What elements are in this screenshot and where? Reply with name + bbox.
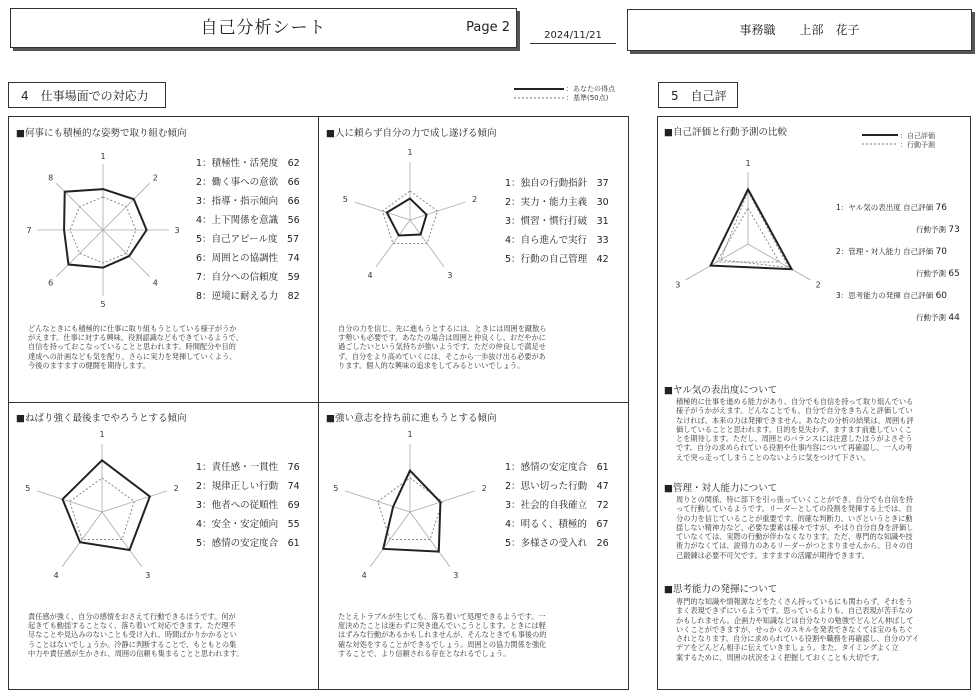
self-eval-item: 3：思考能力の発揮 自己評価 60 (836, 291, 948, 301)
name-box: 事務職 上部 花子 (627, 9, 972, 51)
radar-chart-persistence (22, 428, 182, 580)
radar-score (64, 189, 147, 268)
score-item: 5：多様さの受入れ 26 (505, 538, 609, 549)
score-item: 6：周囲との協調性 74 (196, 253, 300, 264)
divider-vertical (318, 116, 319, 690)
score-item: 4：明るく、積極的 67 (505, 519, 609, 530)
subsection-text: 積極的に仕事を進める能力があり、自分でも自信を持って取り組んでいる 様子がうかがえます。どんなことでも、自分で自分をきちんと評価してい なければ、本来の力は発揮できません。あなたの分析の結果は、周囲も評 価していることと思われます。目的を見失わず、ますます前進していくこ とを期待します。ただし、周囲とのバランスには注意したほうがよさそう です。自分の求められている役割や仕事内容について再確認し、一人の考 えで突っ走ってしまうことのないように気をつけて下さい。 (676, 397, 914, 462)
date: 2024/11/21 (530, 30, 616, 44)
panel-description: どんなときにも積極的に仕事に取り組もうとしている様子がうか がえます。仕事に対する興味、役割認識などもできているようで、 自信を持っておこなっていることと思われます。時間配分や目的 達成への計画なども気を配り、さらに実力を発揮していくよう、 今後のますますの健闘を期待します。 (28, 324, 243, 370)
score-list (505, 174, 609, 269)
radar-axis (56, 230, 103, 277)
panel-title: ■人に頼らず自分の力で成し遂げる傾向 (326, 128, 497, 139)
subsection-title: ■管理・対人能力について (664, 483, 778, 494)
self-eval-title: ■自己評価と行動予測の比較 (664, 127, 787, 138)
panel-description: 責任感が強く、自分の感情をおさえて行動できるほうです。何が 起きても動揺することなく、落ち着いて対応できます。ただ理不 尽なことや見込みのないことも受け入れ、時間ばかりかかるとい うことはないでしょうか。冷静に判断することで、もともとの集 中力や責任感が生かされ、周囲の信頼も集まることと思われます。 (28, 612, 244, 658)
radar-axis-label: 4 (53, 571, 59, 581)
radar-axis-label: 4 (152, 278, 158, 288)
radar-chart-positive (18, 148, 188, 308)
score-list (196, 458, 300, 553)
radar-axis-label: 4 (361, 571, 367, 581)
subsection-text: 専門的な知識や情報源などをたくさん持っているにも関わらず、それをう まく表現できずにいるようです。思っているよりも、自己表現が苦手なの かもしれません。企画力や知識などは自分なりの勉強でどんどん伸ばして いくことができますが、せっかくのスキルを発表できなくては宝のもちぐ されとなります。自分に求められている役割や職務を再確認し、自分のアイ デアをどんどん相手に伝えていきましょう。また、タイミングよく立 案するために、周囲の状況をよく把握しておくことも大切です。 (676, 597, 920, 662)
score-item: 2：思い切った行動 47 (505, 481, 609, 492)
radar-score (711, 189, 792, 269)
score-item: 4：上下関係を意識 56 (196, 215, 300, 226)
score-list (196, 154, 300, 306)
page-title: 自己分析シート (200, 18, 327, 38)
radar-axis-label: 1 (407, 430, 413, 439)
radar-chart-independent (330, 148, 490, 281)
radar-chart-self-eval (668, 159, 828, 308)
score-item: 1：独自の行動指針 37 (505, 178, 609, 189)
radar-axis-label: 6 (48, 278, 54, 288)
radar-axis-label: 1 (100, 152, 106, 161)
self-eval-legend (860, 131, 960, 151)
radar-axis-label: 5 (342, 194, 348, 204)
radar-axis-label: 3 (447, 271, 453, 281)
radar-axis-label: 5 (333, 483, 339, 493)
score-item: 1：積極性・活発度 62 (196, 158, 300, 169)
radar-axis (102, 491, 167, 512)
score-item: 3：他者への従順性 69 (196, 500, 300, 511)
legend-swatches (860, 131, 900, 151)
radar-axis-label: 2 (472, 194, 478, 204)
radar-axis-label: 5 (100, 300, 106, 309)
radar-axis-label: 3 (675, 280, 681, 290)
score-item: 2：規律正しい行動 74 (196, 481, 300, 492)
score-item: 5：自己アピール度 57 (196, 234, 300, 245)
score-item: 1：感情の安定度合 61 (505, 462, 609, 473)
radar-chart-will (330, 428, 490, 580)
legend-baseline: ：基準(50点) (566, 94, 609, 102)
legend-yours: ：あなたの得点 (566, 85, 615, 93)
self-eval-item: 1：ヤル気の表出度 自己評価 76 (836, 203, 947, 213)
radar-axis-label: 1 (407, 148, 413, 157)
radar-axis-label: 5 (25, 483, 31, 493)
radar-axis (37, 491, 102, 512)
legend-self: ：自己評価 (900, 132, 935, 140)
panel-description: たとえトラブルが生じても、落ち着いて処理できるようです。一 度決めたことは迷わずに突き進んでいこうとします。ときには軽 はずみな行動があるかもしれませんが、そんなときでも事後の的 確な対処をすることができるでしょう。周囲との協力関係を強化 することで、より信頼される存在となれるでしょう。 (338, 612, 547, 658)
radar-axis-label: 2 (152, 173, 158, 183)
radar-axis-label: 2 (481, 483, 487, 493)
divider-horizontal (8, 402, 629, 403)
panel-description: 自分の力を信じ、先に進もうとするには、ときには周囲を蹴散ら す勢いも必要です。あなたの場合は周囲と仲良くし、おだやかに 過ごしたいという気持ちが強いようです。ただの仲良しで満足せ ず、自分をより高めていくには、そこから一歩抜け出る必要があ ります。個人的な興味の追求をしてみるといいでしょう。 (338, 324, 547, 370)
radar-axis (410, 202, 465, 220)
score-item: 4：自ら進んで実行 33 (505, 235, 609, 246)
radar-axis-label: 8 (48, 173, 54, 183)
legend (512, 84, 632, 104)
title-box (10, 8, 517, 48)
score-item: 3：社会的自我確立 72 (505, 500, 609, 511)
subsection-text: 周りとの関係、特に部下を引っ張っていくことができ、自分でも自信を持 って行動しているようです。リーダーとしての役割を発揮する上では、自 分の力を信じていることが重要です。的確な判断力、いざというときに動 揺しない精神力など、必要な要素は様々ですが、やはり自分自身を評価し ていなくては、実際の行動が伴わなくなります。ただ、専門的な知識や技 術力がなくては、説得力のあるリーダーがつとまりませんから、日々の自 己鍛錬は必要不可欠です。ますますの活躍が期待できます。 (676, 495, 914, 560)
pred-item: 行動予測 44 (916, 313, 960, 323)
radar-axis-label: 4 (367, 271, 373, 281)
radar-axis-label: 3 (453, 571, 459, 581)
radar-axis-label: 2 (815, 280, 821, 290)
radar-score (63, 460, 150, 550)
self-eval-list (836, 201, 966, 333)
radar-axis-label: 2 (173, 483, 179, 493)
score-item: 4：安全・安定傾向 55 (196, 519, 300, 530)
radar-axis-label: 7 (26, 226, 32, 235)
score-item: 3：指導・指示傾向 66 (196, 196, 300, 207)
score-item: 5：行動の自己管理 42 (505, 254, 609, 265)
panel-title: ■強い意志を持ち前に進もうとする傾向 (326, 413, 497, 424)
section5-title: 5 自己評 (658, 82, 738, 108)
panel-title: ■何事にも積極的な姿勢で取り組む傾向 (16, 128, 187, 139)
page-number: Page 2 (466, 20, 510, 35)
radar-axis (410, 491, 475, 512)
score-item: 8：逆境に耐える力 82 (196, 291, 300, 302)
pred-item: 行動予測 73 (916, 225, 960, 235)
radar-axis-label: 3 (145, 571, 151, 581)
section4-title: 4 仕事場面での対応力 (8, 82, 166, 108)
radar-axis-label: 1 (99, 430, 105, 439)
radar-axis-label: 3 (174, 226, 180, 235)
radar-axis-label: 1 (745, 159, 751, 168)
score-item: 3：慣習・慣行打破 31 (505, 216, 609, 227)
score-item: 2：働く事への意欲 66 (196, 177, 300, 188)
panel-title: ■ねばり強く最後までやろうとする傾向 (16, 413, 187, 424)
subsection-title: ■思考能力の発揮について (664, 584, 778, 595)
score-list (505, 458, 609, 553)
score-item: 7：自分への信頼度 59 (196, 272, 300, 283)
self-eval-item: 2：管理・対人能力 自己評価 70 (836, 247, 948, 257)
score-item: 2：実力・能力主義 30 (505, 197, 609, 208)
pred-item: 行動予測 65 (916, 269, 960, 279)
radar-axis (376, 220, 410, 267)
subsection-title: ■ヤル気の表出度について (664, 385, 778, 396)
legend-pred: ：行動予測 (900, 141, 935, 149)
radar-axis (345, 491, 410, 512)
score-item: 5：感情の安定度合 61 (196, 538, 300, 549)
score-item: 1：責任感・一貫性 76 (196, 462, 300, 473)
